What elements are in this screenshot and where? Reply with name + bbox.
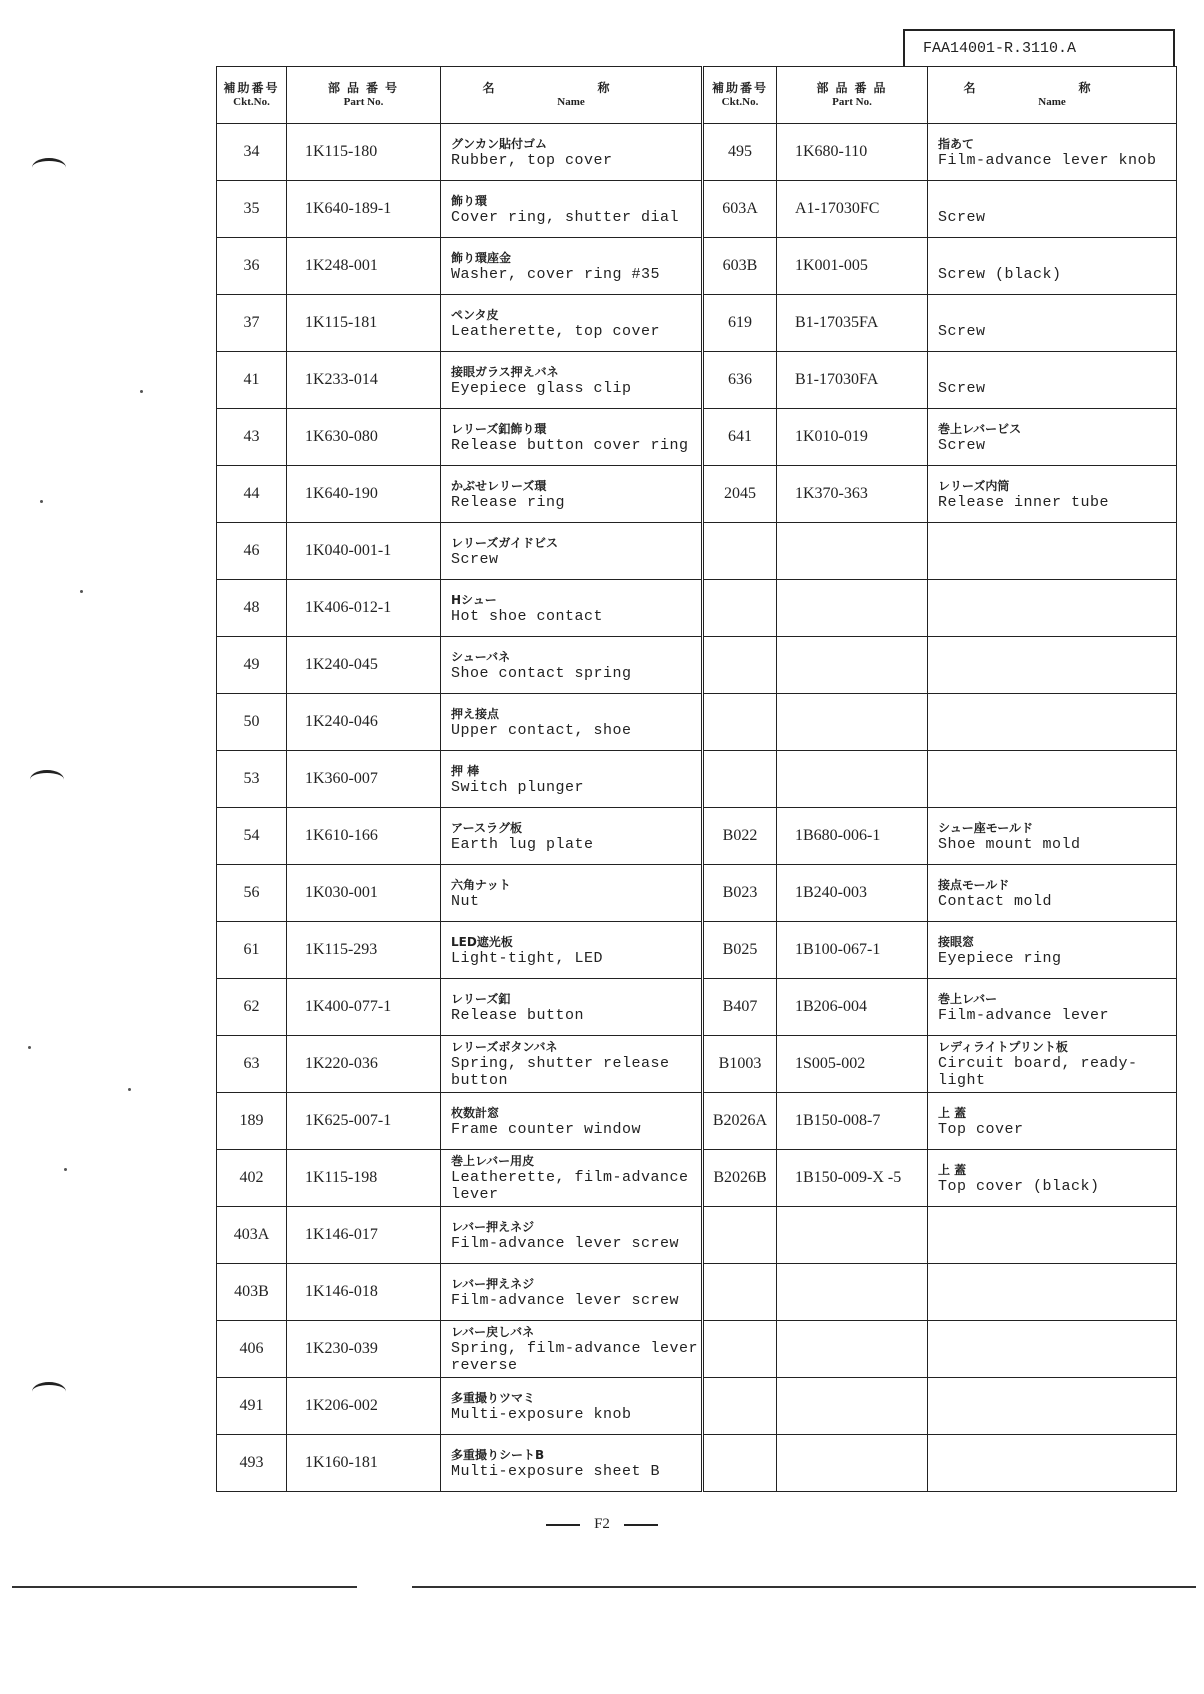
part-name-cell [441, 1264, 703, 1321]
ckt-no-cell: 54 [217, 808, 287, 865]
part-no-cell: 1K146-017 [287, 1207, 441, 1264]
part-no-cell: 1K115-198 [287, 1150, 441, 1207]
part-name-cell [928, 922, 1177, 979]
part-no-cell: 1K030-001 [287, 865, 441, 922]
part-name-jp [938, 1455, 1176, 1471]
part-name-jp: かぶせレリーズ環 [451, 478, 547, 493]
table-row [217, 922, 1177, 979]
part-name-en: Release ring [451, 493, 566, 511]
part-no-cell: 1K115-180 [287, 124, 441, 181]
part-name-jp: シュー座モールド [938, 820, 1034, 835]
ckt-no-cell: B023 [703, 865, 777, 922]
part-name-en: Release button [451, 1006, 585, 1024]
part-name-en: Contact mold [938, 892, 1053, 910]
header-part-no: 部 品 番 号 Part No. [287, 67, 441, 124]
ckt-no-cell: 603A [703, 181, 777, 238]
part-name-cell [441, 1093, 703, 1150]
ckt-no-cell [703, 523, 777, 580]
ckt-no-cell: 61 [217, 922, 287, 979]
ckt-no-cell: 189 [217, 1093, 287, 1150]
part-name-en: Earth lug plate [451, 835, 594, 853]
ckt-no-cell: 48 [217, 580, 287, 637]
table-row [217, 238, 1177, 295]
part-name-cell [441, 637, 703, 694]
part-name-cell [928, 865, 1177, 922]
part-no-cell [777, 523, 928, 580]
part-name-cell [928, 181, 1177, 238]
ckt-no-cell [703, 694, 777, 751]
part-name-jp [938, 193, 1176, 209]
part-name-jp: レリーズガイドビス [451, 535, 559, 550]
table-row [217, 580, 1177, 637]
part-name-jp: 上 蓋 [938, 1105, 967, 1120]
part-name-cell [441, 124, 703, 181]
ckt-no-cell: B1003 [703, 1036, 777, 1093]
part-name-en: Screw [451, 550, 499, 568]
part-name-cell [928, 808, 1177, 865]
part-no-cell: B1-17035FA [777, 295, 928, 352]
part-name-cell [928, 637, 1177, 694]
bottom-rule-left [12, 1586, 357, 1588]
part-no-cell: 1K220-036 [287, 1036, 441, 1093]
part-no-cell: B1-17030FA [777, 352, 928, 409]
ckt-no-cell: B407 [703, 979, 777, 1036]
part-name-cell [441, 1378, 703, 1435]
table-row [217, 523, 1177, 580]
part-name-cell [928, 1207, 1177, 1264]
part-name-en: Screw [938, 379, 986, 397]
part-no-cell: 1B150-009-X -5 [777, 1150, 928, 1207]
part-name-en: Screw (black) [938, 265, 1062, 283]
part-name-jp: レリーズ釦 [451, 991, 511, 1006]
part-no-cell: 1B240-003 [777, 865, 928, 922]
ckt-no-cell: 43 [217, 409, 287, 466]
ckt-no-cell: 2045 [703, 466, 777, 523]
ckt-no-cell: 491 [217, 1378, 287, 1435]
part-no-cell: 1K010-019 [777, 409, 928, 466]
part-name-cell [928, 409, 1177, 466]
table-row [217, 865, 1177, 922]
part-name-cell [928, 466, 1177, 523]
part-name-jp [938, 1227, 1176, 1243]
ckt-no-cell: 403A [217, 1207, 287, 1264]
part-name-en: Washer, cover ring #35 [451, 265, 661, 283]
part-no-cell: 1K640-189-1 [287, 181, 441, 238]
part-no-cell: 1K240-046 [287, 694, 441, 751]
part-no-cell: 1S005-002 [777, 1036, 928, 1093]
part-no-cell: 1K400-077-1 [287, 979, 441, 1036]
part-name-cell [441, 979, 703, 1036]
part-name-cell [441, 295, 703, 352]
table-row [217, 181, 1177, 238]
part-name-en: Circuit board, ready-light [938, 1055, 1138, 1089]
part-name-cell [441, 1207, 703, 1264]
part-name-en: Film-advance lever [938, 1006, 1110, 1024]
part-no-cell: 1K240-045 [287, 637, 441, 694]
part-name-jp: 指あて [938, 136, 975, 151]
part-name-jp [938, 771, 1176, 787]
part-name-en: Screw [938, 322, 986, 340]
part-no-cell: 1K040-001-1 [287, 523, 441, 580]
part-no-cell [777, 1378, 928, 1435]
speck [140, 390, 143, 393]
part-name-jp: 飾り環 [451, 193, 488, 208]
part-name-en: Top cover [938, 1120, 1024, 1138]
part-name-cell [928, 694, 1177, 751]
ckt-no-cell [703, 1207, 777, 1264]
ckt-no-cell: 603B [703, 238, 777, 295]
part-name-cell [441, 1150, 703, 1207]
part-name-jp: 接眼ガラス押えバネ [451, 364, 559, 379]
part-name-cell [441, 922, 703, 979]
ckt-no-cell: 619 [703, 295, 777, 352]
table-row [217, 1264, 1177, 1321]
part-name-jp [938, 714, 1176, 730]
part-no-cell: 1K406-012-1 [287, 580, 441, 637]
header-name: 名 称 Name [441, 67, 703, 124]
ckt-no-cell: 36 [217, 238, 287, 295]
part-name-cell [441, 466, 703, 523]
part-name-cell [441, 694, 703, 751]
speck [128, 1088, 131, 1091]
ckt-no-cell: 35 [217, 181, 287, 238]
part-name-cell [441, 1321, 703, 1378]
table-row [217, 808, 1177, 865]
part-name-jp [938, 250, 1176, 266]
table-row [217, 1378, 1177, 1435]
part-name-jp: 巻上レバー [938, 991, 998, 1006]
part-no-cell: 1K115-293 [287, 922, 441, 979]
part-no-cell [777, 694, 928, 751]
part-name-jp: レリーズボタンバネ [451, 1040, 558, 1054]
punch-mark [32, 1382, 66, 1401]
part-name-cell [928, 979, 1177, 1036]
part-no-cell [777, 637, 928, 694]
part-name-en: Hot shoe contact [451, 607, 604, 625]
part-no-cell [777, 1207, 928, 1264]
part-name-jp: 枚数計窓 [451, 1105, 500, 1120]
document-number: FAA14001-R.3110.A [903, 29, 1175, 67]
part-name-cell [928, 1264, 1177, 1321]
header-part-no-right: 部 品 番 品 Part No. [777, 67, 928, 124]
ckt-no-cell: 41 [217, 352, 287, 409]
part-name-cell [928, 1093, 1177, 1150]
part-no-cell [777, 1435, 928, 1492]
part-name-en: Spring, shutter release button [451, 1055, 670, 1089]
bottom-rule-right [412, 1586, 1196, 1588]
part-name-en: Light-tight, LED [451, 949, 604, 967]
speck [28, 1046, 31, 1049]
part-no-cell: 1K230-039 [287, 1321, 441, 1378]
part-name-cell [441, 181, 703, 238]
part-name-jp: 巻上レバー用皮 [451, 1154, 535, 1168]
part-name-en: Leatherette, film-advance lever [451, 1169, 689, 1203]
part-name-cell [441, 808, 703, 865]
part-name-jp: 接点モールド [938, 877, 1010, 892]
part-name-cell [928, 1378, 1177, 1435]
part-name-en: Frame counter window [451, 1120, 642, 1138]
part-name-jp: 巻上レバービス [938, 421, 1022, 436]
part-name-cell [928, 352, 1177, 409]
speck [64, 1168, 67, 1171]
part-no-cell [777, 751, 928, 808]
part-name-jp: レリーズ内筒 [938, 478, 1010, 493]
ckt-no-cell: 46 [217, 523, 287, 580]
part-name-cell [441, 409, 703, 466]
part-name-cell [928, 1036, 1177, 1093]
part-name-cell [441, 580, 703, 637]
part-name-jp: 押え接点 [451, 706, 500, 721]
part-name-jp: ペンタ皮 [451, 307, 499, 322]
part-no-cell: 1K233-014 [287, 352, 441, 409]
page-footer [0, 1516, 1204, 1533]
part-name-en: Leatherette, top cover [451, 322, 661, 340]
part-name-cell [928, 751, 1177, 808]
table-row [217, 1321, 1177, 1378]
part-name-cell [441, 1036, 703, 1093]
part-name-jp: LED遮光板 [451, 934, 513, 949]
table-row [217, 694, 1177, 751]
part-name-en: Cover ring, shutter dial [451, 208, 680, 226]
ckt-no-cell: 62 [217, 979, 287, 1036]
part-name-jp: レリーズ釦飾り環 [451, 421, 547, 436]
part-name-en: Eyepiece ring [938, 949, 1062, 967]
part-no-cell: 1K370-363 [777, 466, 928, 523]
part-name-jp: レディライトプリント板 [938, 1040, 1068, 1054]
part-name-cell [928, 1435, 1177, 1492]
ckt-no-cell: B022 [703, 808, 777, 865]
part-name-jp: 押 棒 [451, 763, 480, 778]
part-no-cell: 1K001-005 [777, 238, 928, 295]
part-name-cell [928, 523, 1177, 580]
ckt-no-cell: 403B [217, 1264, 287, 1321]
table-row [217, 1093, 1177, 1150]
punch-mark [30, 770, 64, 789]
ckt-no-cell [703, 637, 777, 694]
part-name-en: Switch plunger [451, 778, 585, 796]
table-row [217, 637, 1177, 694]
ckt-no-cell: 493 [217, 1435, 287, 1492]
part-no-cell: A1-17030FC [777, 181, 928, 238]
part-no-cell: 1B100-067-1 [777, 922, 928, 979]
ckt-no-cell: B2026A [703, 1093, 777, 1150]
part-name-jp [938, 657, 1176, 673]
part-name-en: Upper contact, shoe [451, 721, 632, 739]
part-no-cell: 1K160-181 [287, 1435, 441, 1492]
part-name-en: Shoe contact spring [451, 664, 632, 682]
part-name-jp: 飾り環座金 [451, 250, 512, 265]
part-name-cell [928, 1321, 1177, 1378]
part-name-jp: グンカン貼付ゴム [451, 136, 548, 151]
part-name-jp: 上 蓋 [938, 1162, 967, 1177]
ckt-no-cell: 406 [217, 1321, 287, 1378]
part-name-en: Shoe mount mold [938, 835, 1081, 853]
part-name-jp: レバー戻しバネ [451, 1325, 535, 1339]
table-row [217, 1150, 1177, 1207]
part-name-jp [938, 1398, 1176, 1414]
part-name-jp [938, 307, 1176, 323]
part-name-cell [928, 238, 1177, 295]
part-name-en: Release button cover ring [451, 436, 689, 454]
part-name-en: Rubber, top cover [451, 151, 613, 169]
part-name-jp: レバー押えネジ [451, 1219, 535, 1234]
table-row [217, 1036, 1177, 1093]
part-name-jp: 六角ナット [451, 877, 511, 892]
part-name-en: Multi-exposure sheet B [451, 1462, 661, 1480]
table-row [217, 1207, 1177, 1264]
part-name-jp: 多重撮りツマミ [451, 1390, 536, 1405]
ckt-no-cell: 402 [217, 1150, 287, 1207]
part-no-cell: 1B680-006-1 [777, 808, 928, 865]
part-name-en: Screw [938, 436, 986, 454]
part-no-cell: 1K625-007-1 [287, 1093, 441, 1150]
ckt-no-cell [703, 751, 777, 808]
ckt-no-cell [703, 580, 777, 637]
ckt-no-cell: 63 [217, 1036, 287, 1093]
part-name-jp: シューバネ [451, 649, 511, 664]
part-no-cell: 1K360-007 [287, 751, 441, 808]
part-name-cell [441, 352, 703, 409]
page-label: F2 [594, 1516, 610, 1532]
part-name-cell [441, 751, 703, 808]
ckt-no-cell: 495 [703, 124, 777, 181]
ckt-no-cell [703, 1435, 777, 1492]
part-no-cell: 1K640-190 [287, 466, 441, 523]
ckt-no-cell [703, 1264, 777, 1321]
table-header-row [217, 67, 1177, 124]
part-name-cell [441, 523, 703, 580]
ckt-no-cell: B025 [703, 922, 777, 979]
parts-table [216, 66, 1177, 1492]
part-name-en: Spring, film-advance lever reverse [451, 1340, 699, 1374]
table-row [217, 466, 1177, 523]
punch-mark [32, 158, 66, 177]
speck [80, 590, 83, 593]
ckt-no-cell: 636 [703, 352, 777, 409]
table-row [217, 124, 1177, 181]
table-row [217, 409, 1177, 466]
part-name-en: Top cover (black) [938, 1177, 1100, 1195]
table-row [217, 979, 1177, 1036]
part-name-cell [928, 295, 1177, 352]
part-name-cell [928, 580, 1177, 637]
ckt-no-cell: 44 [217, 466, 287, 523]
part-name-cell [928, 124, 1177, 181]
part-name-en: Film-advance lever screw [451, 1234, 680, 1252]
part-no-cell: 1B150-008-7 [777, 1093, 928, 1150]
part-no-cell: 1K248-001 [287, 238, 441, 295]
part-name-en: Multi-exposure knob [451, 1405, 632, 1423]
ckt-no-cell [703, 1321, 777, 1378]
part-name-jp [938, 1284, 1176, 1300]
ckt-no-cell [703, 1378, 777, 1435]
part-name-jp: 接眼窓 [938, 934, 975, 949]
table-row [217, 295, 1177, 352]
part-name-en: Film-advance lever knob [938, 151, 1157, 169]
ckt-no-cell: 37 [217, 295, 287, 352]
header-ckt-no-right: 補助番号 Ckt.No. [703, 67, 777, 124]
part-no-cell: 1K610-166 [287, 808, 441, 865]
part-name-jp: レバー押えネジ [451, 1276, 535, 1291]
part-name-en: Film-advance lever screw [451, 1291, 680, 1309]
header-ckt-no: 補助番号 Ckt.No. [217, 67, 287, 124]
table-row [217, 751, 1177, 808]
ckt-no-cell: 49 [217, 637, 287, 694]
table-row [217, 1435, 1177, 1492]
part-no-cell: 1B206-004 [777, 979, 928, 1036]
part-no-cell [777, 1321, 928, 1378]
part-no-cell: 1K146-018 [287, 1264, 441, 1321]
part-name-en: Eyepiece glass clip [451, 379, 632, 397]
part-name-en: Release inner tube [938, 493, 1110, 511]
part-name-en: Screw [938, 208, 986, 226]
part-name-jp [938, 1341, 1176, 1357]
part-name-jp: Hシュー [451, 592, 497, 607]
part-name-jp [938, 364, 1176, 380]
part-name-jp [938, 600, 1176, 616]
part-name-cell [441, 238, 703, 295]
part-name-cell [441, 865, 703, 922]
part-no-cell [777, 1264, 928, 1321]
part-name-jp: 多重撮りシートB [451, 1447, 545, 1462]
part-no-cell: 1K115-181 [287, 295, 441, 352]
header-name-right: 名 称 Name [928, 67, 1177, 124]
part-name-en: Nut [451, 892, 480, 910]
part-no-cell: 1K206-002 [287, 1378, 441, 1435]
part-name-cell [441, 1435, 703, 1492]
ckt-no-cell: 56 [217, 865, 287, 922]
part-name-jp [938, 543, 1176, 559]
part-no-cell: 1K680-110 [777, 124, 928, 181]
ckt-no-cell: 50 [217, 694, 287, 751]
speck [40, 500, 43, 503]
part-name-jp: アースラグ板 [451, 820, 523, 835]
part-no-cell: 1K630-080 [287, 409, 441, 466]
table-row [217, 352, 1177, 409]
ckt-no-cell: 641 [703, 409, 777, 466]
part-name-cell [928, 1150, 1177, 1207]
ckt-no-cell: B2026B [703, 1150, 777, 1207]
ckt-no-cell: 53 [217, 751, 287, 808]
part-no-cell [777, 580, 928, 637]
ckt-no-cell: 34 [217, 124, 287, 181]
